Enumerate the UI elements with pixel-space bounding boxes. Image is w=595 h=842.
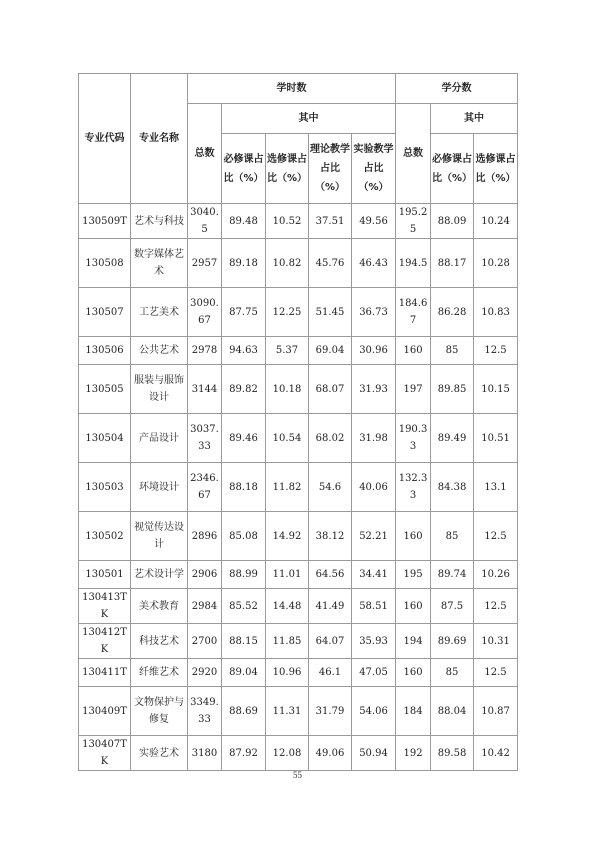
table-row xyxy=(79,239,518,288)
cell-code: 130412TK xyxy=(79,624,131,659)
cell-code: 130509T xyxy=(79,204,131,239)
cell-name: 工艺美术 xyxy=(131,288,188,337)
cell-hours-required: 89.46 xyxy=(222,414,266,463)
cell-credits-elective: 10.28 xyxy=(474,239,518,288)
cell-hours-theory: 31.79 xyxy=(309,687,352,736)
cell-hours-theory: 37.51 xyxy=(309,204,352,239)
cell-hours-required: 89.18 xyxy=(222,239,266,288)
cell-credits-total: 194 xyxy=(396,624,431,659)
cell-hours-required: 88.99 xyxy=(222,561,266,589)
table-row xyxy=(79,414,518,463)
table-row xyxy=(79,512,518,561)
cell-name: 实验艺术 xyxy=(131,736,188,771)
cell-hours-elective: 10.18 xyxy=(266,365,309,414)
header-credits-elective: 选修课占比（%） xyxy=(474,134,518,204)
cell-hours-theory: 49.06 xyxy=(309,736,352,771)
cell-credits-total: 195 xyxy=(396,561,431,589)
header-hours-required: 必修课占比（%） xyxy=(222,134,266,204)
cell-hours-elective: 11.85 xyxy=(266,624,309,659)
cell-hours-elective: 11.82 xyxy=(266,463,309,512)
cell-code: 130413TK xyxy=(79,589,131,624)
cell-credits-total: 194.5 xyxy=(396,239,431,288)
table-row xyxy=(79,463,518,512)
cell-hours-theory: 46.1 xyxy=(309,659,352,687)
cell-credits-elective: 12.5 xyxy=(474,512,518,561)
header-hours-group: 学时数 xyxy=(188,74,396,104)
cell-hours-required: 87.92 xyxy=(222,736,266,771)
cell-name: 公共艺术 xyxy=(131,337,188,365)
cell-hours-total: 2978 xyxy=(188,337,222,365)
cell-credits-required: 89.49 xyxy=(431,414,474,463)
table-row xyxy=(79,659,518,687)
cell-code: 130409T xyxy=(79,687,131,736)
cell-hours-required: 88.18 xyxy=(222,463,266,512)
header-credits-group: 学分数 xyxy=(396,74,518,104)
cell-hours-experiment: 40.06 xyxy=(352,463,396,512)
cell-credits-elective: 10.83 xyxy=(474,288,518,337)
page-number: 55 xyxy=(293,770,302,780)
cell-credits-required: 87.5 xyxy=(431,589,474,624)
cell-code: 130505 xyxy=(79,365,131,414)
cell-name: 视觉传达设计 xyxy=(131,512,188,561)
cell-credits-total: 160 xyxy=(396,512,431,561)
cell-hours-experiment: 52.21 xyxy=(352,512,396,561)
cell-code: 130506 xyxy=(79,337,131,365)
cell-credits-elective: 12.5 xyxy=(474,659,518,687)
cell-credits-required: 84.38 xyxy=(431,463,474,512)
cell-hours-elective: 12.08 xyxy=(266,736,309,771)
cell-credits-total: 184 xyxy=(396,687,431,736)
cell-hours-theory: 68.07 xyxy=(309,365,352,414)
cell-credits-required: 85 xyxy=(431,337,474,365)
cell-credits-elective: 10.24 xyxy=(474,204,518,239)
cell-credits-total: 184.67 xyxy=(396,288,431,337)
table-row xyxy=(79,589,518,624)
cell-hours-theory: 64.07 xyxy=(309,624,352,659)
table-body xyxy=(79,204,518,771)
cell-code: 130411T xyxy=(79,659,131,687)
cell-credits-required: 89.74 xyxy=(431,561,474,589)
cell-credits-elective: 12.5 xyxy=(474,337,518,365)
cell-hours-total: 2346.67 xyxy=(188,463,222,512)
cell-hours-theory: 68.02 xyxy=(309,414,352,463)
cell-credits-required: 85 xyxy=(431,512,474,561)
cell-hours-elective: 12.25 xyxy=(266,288,309,337)
cell-code: 130504 xyxy=(79,414,131,463)
cell-credits-required: 85 xyxy=(431,659,474,687)
cell-hours-theory: 54.6 xyxy=(309,463,352,512)
cell-credits-total: 190.33 xyxy=(396,414,431,463)
cell-hours-total: 3180 xyxy=(188,736,222,771)
cell-hours-theory: 38.12 xyxy=(309,512,352,561)
cell-credits-elective: 10.42 xyxy=(474,736,518,771)
cell-name: 服装与服饰设计 xyxy=(131,365,188,414)
cell-name: 文物保护与修复 xyxy=(131,687,188,736)
cell-code: 130501 xyxy=(79,561,131,589)
cell-hours-experiment: 31.98 xyxy=(352,414,396,463)
cell-hours-experiment: 46.43 xyxy=(352,239,396,288)
cell-hours-required: 85.08 xyxy=(222,512,266,561)
cell-credits-total: 132.33 xyxy=(396,463,431,512)
cell-hours-elective: 14.92 xyxy=(266,512,309,561)
header-name: 专业名称 xyxy=(131,74,188,204)
cell-name: 数字媒体艺术 xyxy=(131,239,188,288)
cell-hours-experiment: 35.93 xyxy=(352,624,396,659)
cell-code: 130503 xyxy=(79,463,131,512)
cell-credits-total: 160 xyxy=(396,589,431,624)
cell-hours-total: 2700 xyxy=(188,624,222,659)
cell-hours-required: 88.69 xyxy=(222,687,266,736)
header-credits-sub: 其中 xyxy=(431,104,518,134)
cell-name: 纤维艺术 xyxy=(131,659,188,687)
table-row xyxy=(79,288,518,337)
cell-credits-total: 160 xyxy=(396,659,431,687)
cell-credits-total: 160 xyxy=(396,337,431,365)
cell-hours-total: 3040.5 xyxy=(188,204,222,239)
cell-hours-experiment: 58.51 xyxy=(352,589,396,624)
cell-hours-experiment: 31.93 xyxy=(352,365,396,414)
header-hours-sub: 其中 xyxy=(222,104,396,134)
cell-hours-elective: 5.37 xyxy=(266,337,309,365)
cell-credits-required: 89.85 xyxy=(431,365,474,414)
cell-credits-elective: 13.1 xyxy=(474,463,518,512)
cell-code: 130507 xyxy=(79,288,131,337)
cell-credits-required: 88.17 xyxy=(431,239,474,288)
table-row xyxy=(79,204,518,239)
cell-hours-elective: 10.82 xyxy=(266,239,309,288)
cell-hours-elective: 14.48 xyxy=(266,589,309,624)
cell-name: 环境设计 xyxy=(131,463,188,512)
table-row xyxy=(79,736,518,771)
cell-hours-theory: 64.56 xyxy=(309,561,352,589)
cell-hours-theory: 69.04 xyxy=(309,337,352,365)
cell-hours-total: 2984 xyxy=(188,589,222,624)
cell-hours-total: 2906 xyxy=(188,561,222,589)
cell-credits-required: 89.58 xyxy=(431,736,474,771)
header-credits-required: 必修课占比（%） xyxy=(431,134,474,204)
header-credits-total: 总数 xyxy=(396,104,431,204)
cell-hours-experiment: 34.41 xyxy=(352,561,396,589)
cell-hours-experiment: 30.96 xyxy=(352,337,396,365)
cell-hours-required: 94.63 xyxy=(222,337,266,365)
cell-hours-required: 87.75 xyxy=(222,288,266,337)
cell-hours-elective: 11.01 xyxy=(266,561,309,589)
cell-credits-elective: 12.5 xyxy=(474,589,518,624)
cell-credits-elective: 10.26 xyxy=(474,561,518,589)
cell-hours-required: 89.04 xyxy=(222,659,266,687)
table-row xyxy=(79,561,518,589)
cell-hours-theory: 51.45 xyxy=(309,288,352,337)
header-hours-elective: 选修课占比（%） xyxy=(266,134,309,204)
cell-hours-experiment: 49.56 xyxy=(352,204,396,239)
cell-hours-required: 85.52 xyxy=(222,589,266,624)
cell-hours-experiment: 36.73 xyxy=(352,288,396,337)
cell-hours-theory: 45.76 xyxy=(309,239,352,288)
cell-hours-theory: 41.49 xyxy=(309,589,352,624)
cell-name: 艺术设计学 xyxy=(131,561,188,589)
cell-credits-elective: 10.87 xyxy=(474,687,518,736)
header-hours-total: 总数 xyxy=(188,104,222,204)
cell-hours-total: 3090.67 xyxy=(188,288,222,337)
cell-hours-total: 3144 xyxy=(188,365,222,414)
cell-credits-elective: 10.31 xyxy=(474,624,518,659)
cell-hours-elective: 10.96 xyxy=(266,659,309,687)
cell-name: 科技艺术 xyxy=(131,624,188,659)
table-row xyxy=(79,365,518,414)
cell-hours-total: 3037.33 xyxy=(188,414,222,463)
cell-hours-experiment: 54.06 xyxy=(352,687,396,736)
table-row xyxy=(79,687,518,736)
cell-credits-required: 89.69 xyxy=(431,624,474,659)
cell-credits-required: 88.09 xyxy=(431,204,474,239)
cell-hours-experiment: 47.05 xyxy=(352,659,396,687)
cell-credits-required: 88.04 xyxy=(431,687,474,736)
cell-credits-elective: 10.51 xyxy=(474,414,518,463)
cell-credits-total: 195.25 xyxy=(396,204,431,239)
table-row xyxy=(79,624,518,659)
cell-hours-total: 3349.33 xyxy=(188,687,222,736)
cell-credits-required: 86.28 xyxy=(431,288,474,337)
cell-name: 艺术与科技 xyxy=(131,204,188,239)
cell-hours-elective: 10.54 xyxy=(266,414,309,463)
cell-hours-required: 89.82 xyxy=(222,365,266,414)
cell-hours-experiment: 50.94 xyxy=(352,736,396,771)
cell-code: 130407TK xyxy=(79,736,131,771)
cell-hours-elective: 11.31 xyxy=(266,687,309,736)
header-hours-theory: 理论教学占比（%） xyxy=(309,134,352,204)
cell-code: 130502 xyxy=(79,512,131,561)
cell-hours-required: 88.15 xyxy=(222,624,266,659)
curriculum-statistics-table xyxy=(78,73,518,771)
cell-credits-elective: 10.15 xyxy=(474,365,518,414)
cell-credits-total: 192 xyxy=(396,736,431,771)
header-code: 专业代码 xyxy=(79,74,131,204)
cell-code: 130508 xyxy=(79,239,131,288)
cell-hours-elective: 10.52 xyxy=(266,204,309,239)
cell-hours-total: 2920 xyxy=(188,659,222,687)
cell-credits-total: 197 xyxy=(396,365,431,414)
cell-name: 产品设计 xyxy=(131,414,188,463)
cell-hours-total: 2957 xyxy=(188,239,222,288)
cell-name: 美术教育 xyxy=(131,589,188,624)
table-row xyxy=(79,337,518,365)
cell-hours-total: 2896 xyxy=(188,512,222,561)
header-hours-experiment: 实验教学占比（%） xyxy=(352,134,396,204)
cell-hours-required: 89.48 xyxy=(222,204,266,239)
